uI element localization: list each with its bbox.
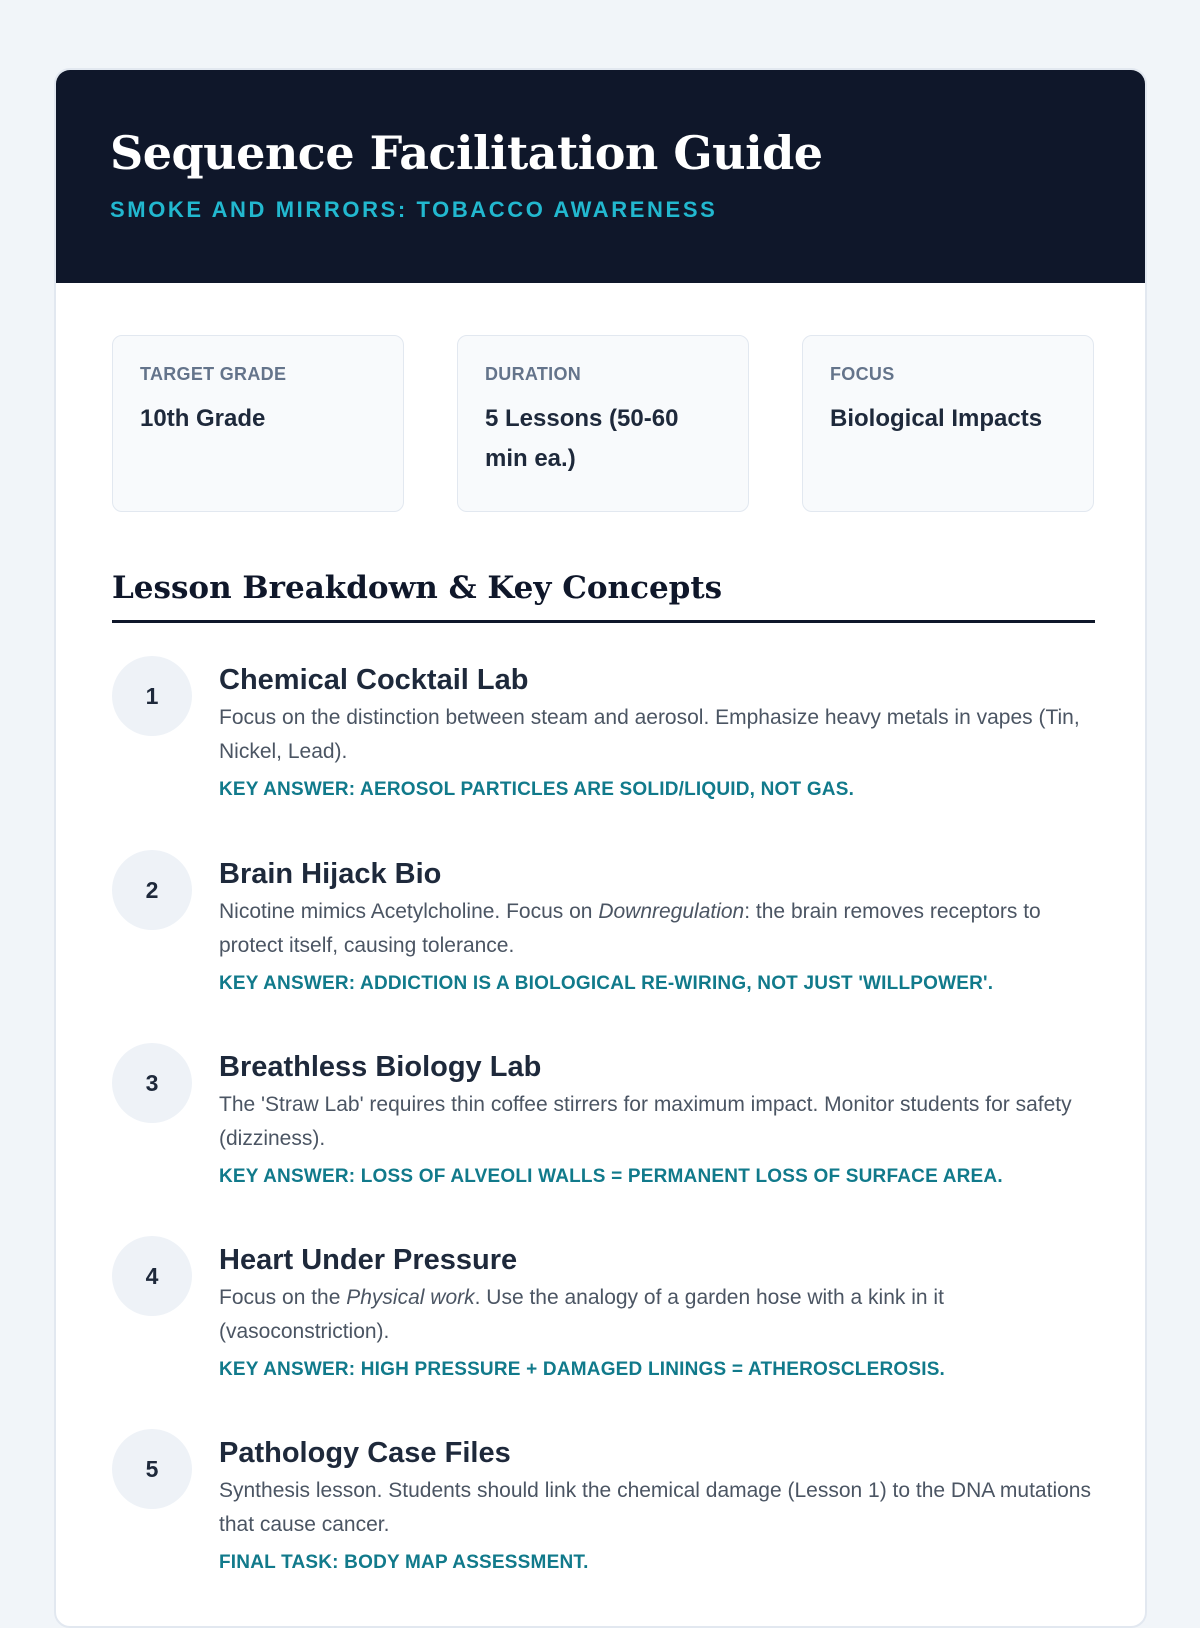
lesson-title: Brain Hijack Bio: [219, 858, 442, 890]
lesson-number-badge: 5: [112, 1429, 192, 1509]
lesson-key-answer: KEY ANSWER: HIGH PRESSURE + DAMAGED LININGS = ATHEROSCLEROSIS.: [219, 1359, 946, 1380]
info-label: TARGET GRADE: [140, 364, 287, 384]
lesson-body: [219, 662, 1099, 801]
info-value: 10th Grade: [140, 405, 266, 432]
lesson-description: [219, 701, 1099, 769]
lesson-description-text: Nicotine mimics Acetylcholine. Focus on: [219, 900, 599, 923]
guide-card: [54, 68, 1147, 1628]
lesson-description-emphasis: Physical work: [346, 1286, 475, 1309]
info-value: Biological Impacts: [830, 405, 1043, 432]
info-box-duration: [457, 335, 749, 512]
lesson-body: [219, 856, 1099, 995]
lesson-key-answer: FINAL TASK: BODY MAP ASSESSMENT.: [219, 1552, 589, 1573]
lesson-body: [219, 1049, 1099, 1188]
lesson-body: [219, 1242, 1099, 1381]
lesson-key-answer: KEY ANSWER: LOSS OF ALVEOLI WALLS = PERMANENT LOSS OF SURFACE AREA.: [219, 1166, 1003, 1187]
lesson-description-text: The 'Straw Lab' requires thin coffee stirrers for maximum impact. Monitor students for safety (dizziness).: [219, 1093, 1072, 1150]
page-subtitle: SMOKE AND MIRRORS: TOBACCO AWARENESS: [110, 197, 718, 222]
lesson-description: [219, 1474, 1099, 1542]
lesson-description-text: . Use the analogy of a garden hose with a kink in it (vasoconstriction).: [219, 1286, 944, 1343]
page-title: Sequence Facilitation Guide: [110, 126, 823, 180]
lesson-key-answer: KEY ANSWER: AEROSOL PARTICLES ARE SOLID/LIQUID, NOT GAS.: [219, 779, 855, 800]
lesson-description-text: : the brain removes receptors to protect itself, causing tolerance.: [219, 900, 1041, 957]
lesson-description-text: Focus on the: [219, 1286, 347, 1309]
lesson-key-answer: KEY ANSWER: ADDICTION IS A BIOLOGICAL RE-WIRING, NOT JUST 'WILLPOWER'.: [219, 973, 994, 994]
section-title: Lesson Breakdown & Key Concepts: [112, 570, 1095, 623]
info-value: 5 Lessons (50-60 min ea.): [485, 405, 679, 472]
lesson-title: Breathless Biology Lab: [219, 1051, 542, 1083]
lesson-body: [219, 1435, 1099, 1574]
lesson-number-badge: 3: [112, 1043, 192, 1123]
lesson-number-badge: 4: [112, 1236, 192, 1316]
lesson-description-text: Synthesis lesson. Students should link the chemical damage (Lesson 1) to the DNA mutations that cause cancer.: [219, 1479, 1091, 1536]
lesson-title: Heart Under Pressure: [219, 1244, 518, 1276]
lesson-number-badge: 1: [112, 656, 192, 736]
info-label: DURATION: [485, 364, 582, 384]
guide-header: [56, 70, 1145, 283]
lesson-description-text: Focus on the distinction between steam and aerosol. Emphasize heavy metals in vapes (Tin, Nickel, Lead).: [219, 706, 1080, 763]
lesson-description-emphasis: Downregulation: [598, 900, 745, 923]
lesson-number-badge: 2: [112, 850, 192, 930]
lesson-description: [219, 1088, 1099, 1156]
lesson-description: [219, 895, 1099, 963]
info-box-focus: [802, 335, 1094, 512]
lesson-description: [219, 1281, 1099, 1349]
info-box-target-grade: [112, 335, 404, 512]
info-label: FOCUS: [830, 364, 895, 384]
lesson-title: Chemical Cocktail Lab: [219, 664, 529, 696]
lesson-title: Pathology Case Files: [219, 1437, 511, 1469]
